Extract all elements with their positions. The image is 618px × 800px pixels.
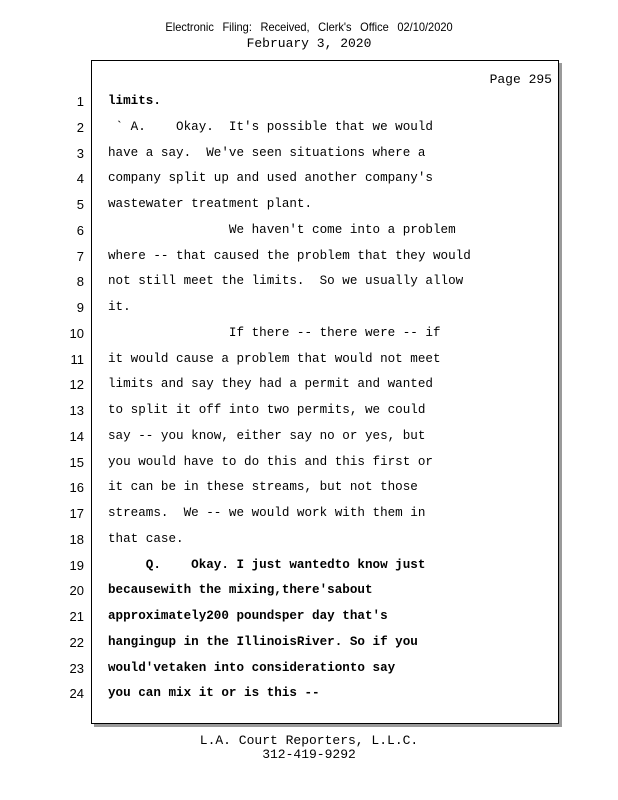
transcript-line — [0, 429, 618, 449]
line-text: streams. We -- we would work with them in — [108, 506, 426, 520]
line-text: limits and say they had a permit and wanted — [108, 377, 433, 392]
transcript-line — [0, 146, 618, 166]
line-number: 18 — [69, 531, 84, 547]
line-text: to split it off into two permits, we could — [108, 403, 426, 417]
line-text: not still meet the limits. So we usually allow — [108, 274, 464, 289]
line-text: becausewith the mixing,there'sabout — [108, 583, 373, 598]
line-number: 22 — [69, 634, 84, 650]
line-number: 17 — [69, 506, 84, 521]
line-number: 9 — [76, 300, 84, 315]
line-text: approximately200 poundsper day that's — [108, 609, 388, 623]
line-number: 13 — [69, 403, 84, 418]
transcript-line — [0, 455, 618, 475]
line-number: 11 — [70, 351, 84, 367]
transcript-line — [0, 558, 618, 578]
transcript-line — [0, 532, 618, 552]
line-number: 12 — [69, 377, 84, 393]
line-number: 10 — [69, 325, 84, 341]
transcript-line — [0, 480, 618, 500]
transcript-date: February 3, 2020 — [246, 36, 372, 51]
line-number: 21 — [69, 609, 84, 624]
line-number: 4 — [76, 171, 84, 187]
line-number: 6 — [76, 222, 84, 238]
page-number: Page 295 — [489, 72, 552, 87]
court-reporter-name: L.A. Court Reporters, L.L.C. — [199, 733, 419, 748]
line-number: 19 — [69, 557, 84, 573]
transcript-line — [0, 403, 618, 423]
transcript-line — [0, 223, 618, 243]
line-number: 3 — [76, 145, 84, 161]
line-number: 16 — [69, 480, 84, 496]
transcript-line — [0, 377, 618, 397]
line-number: 24 — [69, 686, 84, 702]
line-number: 7 — [76, 248, 84, 264]
line-text: If there -- there were -- if — [108, 325, 441, 340]
line-number: 1 — [76, 94, 84, 109]
line-text: wastewater treatment plant. — [108, 197, 313, 211]
line-text: hangingup in the IllinoisRiver. So if you — [108, 634, 418, 649]
line-number: 15 — [69, 454, 84, 470]
line-text: you can mix it or is this -- — [108, 686, 320, 701]
transcript-line — [0, 197, 618, 217]
line-number: 8 — [76, 274, 84, 290]
transcript-line — [0, 300, 618, 320]
line-text: limits. — [108, 94, 161, 108]
line-text: have a say. We've seen situations where a — [108, 145, 426, 160]
line-text: company split up and used another company's — [108, 171, 433, 186]
transcript-line — [0, 94, 618, 114]
filing-stamp: Electronic Filing: Received, Clerk's Office 02/10/2020 — [165, 20, 453, 34]
line-text: it. — [108, 300, 131, 314]
line-text: that case. — [108, 531, 184, 546]
line-text: We haven't come into a problem — [108, 222, 456, 237]
line-number: 2 — [76, 119, 84, 135]
line-text: would'vetaken into considerationto say — [108, 660, 396, 675]
transcript-line — [0, 583, 618, 603]
line-number: 20 — [69, 583, 84, 599]
line-number: 14 — [69, 428, 84, 444]
transcript-line — [0, 171, 618, 191]
transcript-line — [0, 249, 618, 269]
line-number: 5 — [76, 197, 84, 212]
line-text: it can be in these streams, but not those — [108, 480, 418, 495]
line-text: Q. Okay. I just wantedto know just — [108, 557, 426, 572]
transcript-line — [0, 609, 618, 629]
transcript-line — [0, 661, 618, 681]
transcript-line — [0, 635, 618, 655]
transcript-line — [0, 352, 618, 372]
transcript-line — [0, 686, 618, 706]
transcript-line — [0, 120, 618, 140]
line-number: 23 — [69, 660, 84, 676]
transcript-line — [0, 326, 618, 346]
transcript-line — [0, 274, 618, 294]
line-text: where -- that caused the problem that they would — [108, 248, 471, 263]
line-text: ` A. Okay. It's possible that we would — [108, 119, 433, 134]
transcript-line — [0, 506, 618, 526]
line-text: say -- you know, either say no or yes, but — [108, 428, 426, 443]
line-text: you would have to do this and this first or — [108, 454, 433, 469]
court-reporter-phone: 312-419-9292 — [262, 747, 356, 762]
line-text: it would cause a problem that would not meet — [108, 351, 441, 366]
